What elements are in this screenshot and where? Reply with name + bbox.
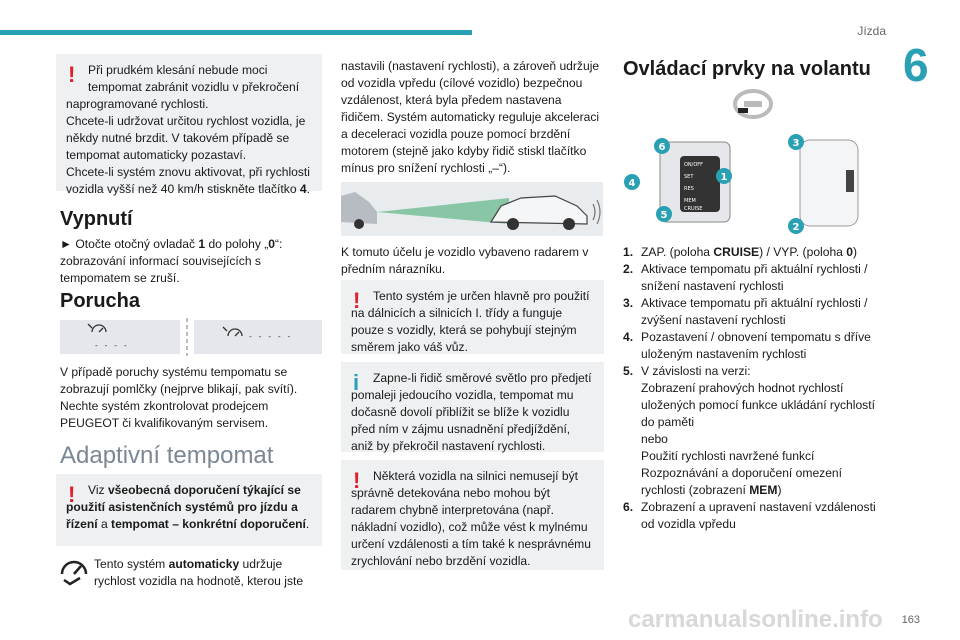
- warning-note-detection: ! Některá vozidla na silnici nemusejí být správně detekována nebo mohou být radarem chybně interpretována (např. nákladní vozidlo), což může vést k mylnému určení vzdálenosti a tím také k nesprávnému zrychlování nebo brzdění vozidla.: [341, 460, 604, 570]
- info-icon: i: [353, 370, 360, 395]
- list-item: 1. ZAP. (poloha CRUISE) / VYP. (poloha 0): [623, 245, 858, 259]
- section-name: Jízda: [857, 24, 886, 38]
- svg-text:5: 5: [660, 210, 668, 221]
- fault-display-image: [60, 318, 322, 356]
- heading-porucha: Porucha: [60, 290, 141, 312]
- list-item: 6. Zobrazení a upravení nastavení vzdálenosti od vozidla vpředu: [623, 500, 876, 531]
- warning-note-general: ! Viz všeobecná doporučení týkající se použití asistenčních systémů pro jízdu a řízení a tempomat – konkrétní doporučení.: [56, 474, 322, 546]
- heading-steering-controls: Ovládací prvky na volantu: [623, 58, 871, 80]
- svg-text:CRUISE: CRUISE: [684, 206, 703, 212]
- list-item: 4. Pozastavení / obnovení tempomatu s dříve uloženým nastavením rychlosti: [623, 330, 871, 361]
- radar-illustration: [341, 182, 603, 236]
- heading-vypnuti: Vypnutí: [60, 208, 133, 230]
- warning-note-descent: ! Při prudkém klesání nebude moci tempomat zabránit vozidlu v překročení naprogramované rychlosti. Chcete-li udržovat určitou rychlost vozidla, je někdy nutné brzdit. V takovém případě se tempomat automaticky pozastaví. Chcete-li systém znovu aktivovat, při rychlosti vozidla vyšší než 40 km/h stiskněte tlačítko 4.: [56, 54, 322, 191]
- page-number: 163: [901, 614, 920, 626]
- svg-text:2: 2: [792, 222, 800, 233]
- svg-text:1: 1: [720, 172, 728, 183]
- svg-text:6: 6: [658, 142, 666, 153]
- svg-text:- - - - -: - - - - -: [248, 332, 292, 341]
- info-note-overtaking: i Zapne-li řidič směrové světlo pro předjetí pomaleji jedoucího vozidla, tempomat mu dočasně dovolí přiblížit se blíže k vozidlu před ním v zájmu usnadnění předjíždění, aniž by překročil nastavení rychlosti.: [341, 362, 604, 452]
- svg-text:3: 3: [792, 138, 800, 149]
- watermark: carmanualsonline.info: [628, 606, 883, 633]
- warning-icon: !: [353, 288, 361, 313]
- warning-icon: !: [68, 482, 76, 507]
- warning-note-usage: ! Tento systém je určen hlavně pro použití na dálnicích a silnicích I. třídy a funguje pouze s vozidly, která se pohybují stejným směrem jako váš vůz.: [341, 280, 604, 354]
- heading-adaptive-cruise: Adaptivní tempomat: [60, 442, 274, 469]
- svg-text:RES: RES: [684, 186, 694, 192]
- radar-text: K tomuto účelu je vozidlo vybaveno radarem v předním nárazníku.: [341, 245, 589, 276]
- automatic-control-icon: [58, 556, 90, 588]
- list-item: 3. Aktivace tempomatu při aktuální rychlosti / zvýšení nastavení rychlosti: [623, 296, 868, 327]
- cruise-stalk-diagram: [620, 130, 878, 240]
- warning-icon: !: [353, 468, 361, 493]
- svg-text:SET: SET: [684, 174, 694, 180]
- svg-text:- - - -: - - - -: [94, 341, 128, 350]
- automatic-text: Tento systém automaticky udržuje rychlost vozidla na hodnotě, kterou jste: [94, 557, 304, 588]
- svg-text:MEM: MEM: [684, 198, 696, 204]
- svg-text:ON/OFF: ON/OFF: [684, 162, 704, 168]
- adaptive-intro-text: nastavili (nastavení rychlosti), a zároveň udržuje od vozidla vpředu (cílové vozidlo) bezpečnou vzdálenost, která byla předem nastavena řidičem. Systém automaticky reguluje akceleraci a deceleraci vozidla pouze pomocí brzdění motorem (stejně jako kdyby řidič stiskl tlačítko mínus pro snížení rychlosti „–“).: [341, 59, 600, 175]
- vypnuti-text: ► Otočte otočný ovladač 1 do polohy „0“: zobrazování informací souvisejících s tempomatem se zruší.: [60, 237, 283, 285]
- svg-text:4: 4: [628, 178, 636, 189]
- warning-icon: !: [68, 62, 76, 87]
- header-accent-bar: [0, 30, 472, 35]
- list-item: 2. Aktivace tempomatu při aktuální rychlosti / snížení nastavení rychlosti: [623, 262, 868, 293]
- list-item: 5. V závislosti na verzi: Zobrazení prahových hodnot rychlostí uložených pomocí funkce ukládání rychlostí do paměti nebo Použití rychlosti navržené funkcí Rozpoznávání a doporučení omezení rychlosti (zobrazení MEM): [623, 364, 875, 497]
- controls-list: [623, 244, 885, 533]
- steering-wheel-icon: [732, 88, 774, 120]
- chapter-number: 6: [903, 39, 929, 91]
- porucha-text: V případě poruchy systému tempomatu se zobrazují pomlčky (nejprve blikají, pak svítí). Nechte systém zkontrolovat prodejcem PEUGEOT či kvalifikovaným servisem.: [60, 365, 298, 430]
